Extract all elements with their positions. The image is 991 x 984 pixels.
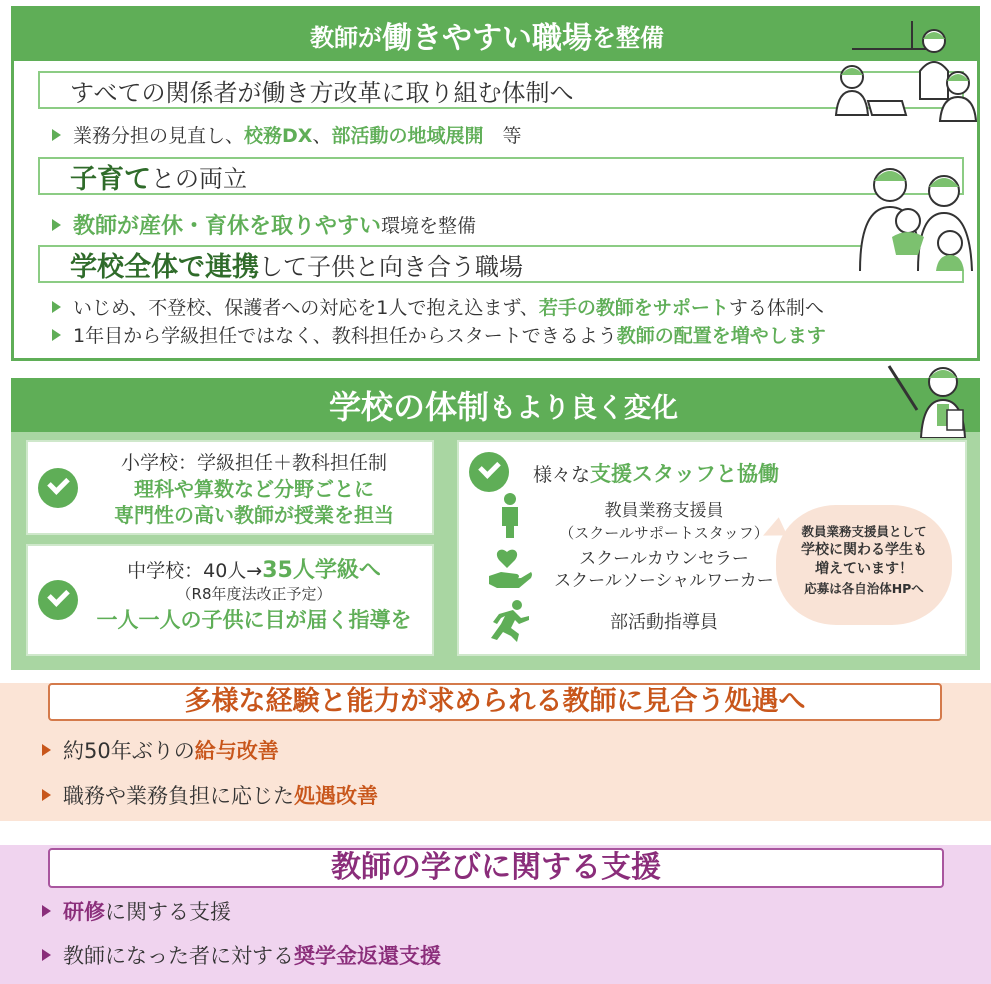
subhead-text: して子供と向き合う職場	[259, 252, 523, 281]
heart-hand-icon	[487, 548, 533, 590]
card-line: 様々な	[533, 464, 591, 486]
bullet-text: 職務や業務負担に応じた	[63, 784, 294, 808]
bullet-arrow-icon	[42, 905, 51, 917]
recruitment-speech-bubble	[776, 505, 952, 625]
card-highlight: 一人一人の子供に目が届く指導を	[96, 608, 412, 632]
bullet-text: 約50年ぶりの	[63, 739, 195, 763]
card-line: 中学校：40人→	[127, 560, 263, 582]
bullet-text: する体制へ	[728, 297, 824, 319]
staff-line: 教員業務支援員	[604, 501, 724, 521]
staff-club-coach: 部活動指導員	[610, 612, 718, 633]
card-highlight: 35人学級へ	[262, 558, 381, 583]
bullet-highlight: 若手の教師をサポート	[538, 297, 729, 319]
bullet-highlight: 教師が産休・育休を取りやすい	[73, 214, 382, 239]
bullet-highlight: 処遇改善	[294, 784, 378, 808]
section3-title: 多様な経験と能力が求められる教師に見合う処遇へ	[48, 683, 942, 721]
bullet-text: 業務分担の見直し、	[73, 125, 245, 147]
bullet-text: 環境を整備	[381, 215, 477, 237]
staff-line: （スクールサポートスタッフ）	[559, 524, 769, 542]
staff-line: スクールカウンセラー	[579, 549, 749, 569]
staff-person-icon	[499, 492, 521, 538]
bullet-highlight: 教師の配置を増やします	[616, 325, 826, 347]
title-big: 働きやすい職場	[382, 21, 592, 56]
title-post: もより良く変化	[489, 392, 679, 424]
card-elementary	[26, 440, 434, 535]
bullet-salary	[42, 735, 279, 765]
bullet-highlight: 給与改善	[194, 739, 279, 763]
bullet-scholarship	[42, 940, 441, 970]
bullet-training	[42, 896, 231, 926]
bubble-line: 学校に関わる学生も	[801, 542, 927, 558]
section-work-environment	[11, 6, 980, 361]
bubble-line: 教員業務支援員として	[801, 524, 927, 539]
card-line: 小学校：学級担任＋教科担任制	[120, 452, 387, 474]
card-elementary-text	[84, 450, 424, 528]
card-highlight: 理科や算数など分野ごとに	[134, 477, 374, 501]
title-post: を整備	[592, 23, 664, 52]
bullet-highlight: 校務DX	[244, 125, 313, 147]
bullet-text: 1年目から学級担任ではなく、教科担任からスタートできるよう	[73, 325, 617, 347]
bullet-text: 教師になった者に対する	[63, 944, 294, 968]
subhead-text: との両立	[151, 164, 247, 193]
section2-title	[11, 378, 980, 432]
section-learning-support	[0, 845, 991, 984]
bullet-text: いじめ、不登校、保護者への対応を1人で抱え込まず、	[73, 297, 539, 319]
check-icon	[38, 580, 78, 620]
bullet-text: 、	[312, 125, 332, 147]
bullet-arrow-icon	[42, 949, 51, 961]
section4-title: 教師の学びに関する支援	[48, 848, 944, 888]
bullet-leave	[52, 209, 476, 240]
subhead-highlight: 学校全体で連携	[70, 251, 259, 283]
staff-line: スクールソーシャルワーカー	[554, 571, 774, 591]
subhead-highlight: 子育て	[70, 163, 151, 195]
bullet-arrow-icon	[42, 789, 51, 801]
bullet-arrow-icon	[42, 744, 51, 756]
family-illustration	[852, 163, 974, 275]
check-icon	[469, 452, 509, 492]
card-highlight: 支援スタッフと協働	[590, 462, 780, 486]
bubble-line: 増えています！	[815, 561, 913, 577]
subhead-childcare	[38, 157, 964, 195]
teachers-meeting-illustration	[822, 19, 978, 123]
subhead-collaboration	[38, 245, 964, 283]
card-note: （R8年度法改正予定）	[176, 585, 332, 603]
running-person-icon	[489, 600, 533, 642]
card-highlight: 専門性の高い教師が授業を担当	[114, 503, 394, 527]
check-icon	[38, 468, 78, 508]
bullet-arrow-icon	[52, 129, 61, 141]
staff-support-member	[539, 500, 789, 544]
bullet-text: に関する支援	[105, 900, 231, 924]
title-pre: 教師が	[310, 23, 382, 52]
bullet-arrow-icon	[52, 301, 61, 313]
card-junior-high-text	[84, 558, 424, 636]
bullet-highlight: 奨学金返還支援	[294, 944, 441, 968]
title-big: 学校の体制	[329, 388, 490, 426]
bullet-staffing	[52, 321, 826, 348]
subhead-text: すべての関係者が働き方改革に取り組む体制へ	[70, 78, 574, 107]
teacher-pointer-illustration	[887, 360, 979, 438]
bullet-highlight: 研修	[63, 900, 105, 924]
bullet-highlight: 部活動の地域展開	[331, 125, 484, 147]
bubble-line: 応募は各自治体HPへ	[804, 581, 924, 596]
bullet-arrow-icon	[52, 329, 61, 341]
card-junior-high	[26, 544, 434, 656]
bullet-support-young	[52, 293, 824, 320]
section-compensation	[0, 683, 991, 821]
bullet-task-review	[52, 121, 521, 148]
bullet-text: 等	[483, 125, 522, 147]
bullet-arrow-icon	[52, 219, 61, 231]
staff-counselors	[539, 548, 789, 592]
card-support-head	[533, 458, 779, 488]
bullet-treatment	[42, 780, 378, 810]
